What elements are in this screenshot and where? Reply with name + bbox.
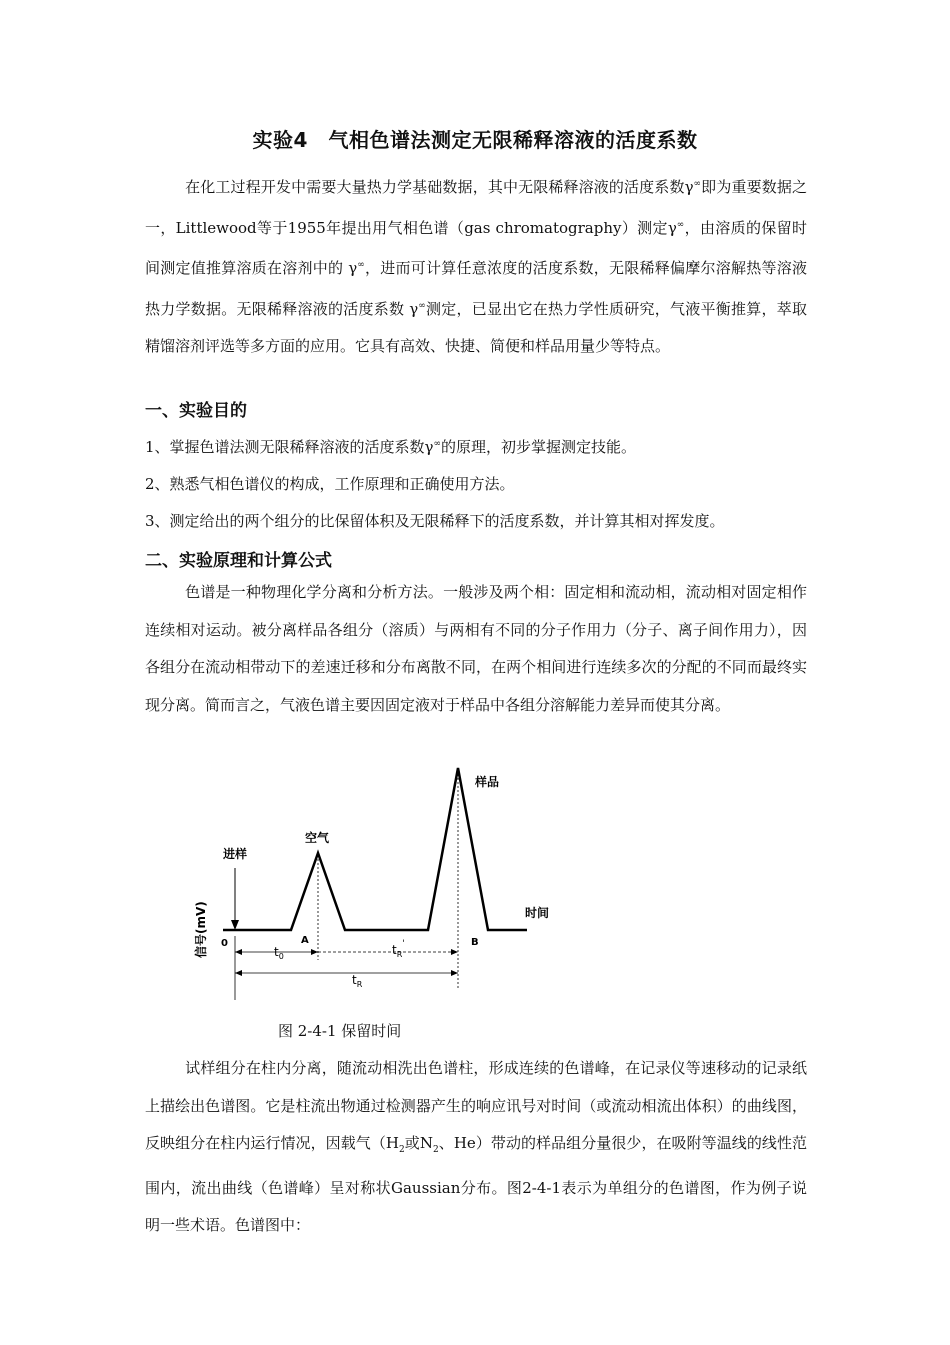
intro-text-5: 测定，已显出它在热力学性质研究，气液平衡推算，萃取精馏溶剂评选等多方面的应用。它具有高效、快捷、简便和样品用量少等特点。	[145, 299, 807, 355]
intro-text-3: ，由溶质的保留时间测定值推算溶质在溶剂中的 γ	[145, 218, 807, 277]
label-t0: $t_0$	[274, 945, 284, 961]
infinity-superscript: ∞	[357, 260, 365, 270]
figure-caption: 图 2-4-1 保留时间	[278, 1022, 402, 1040]
chromatogram-figure	[185, 760, 565, 1010]
label-b: B	[471, 937, 479, 948]
label-inject: 进样	[223, 847, 248, 861]
label-a: A	[301, 935, 309, 946]
infinity-superscript: ∞	[693, 179, 702, 189]
section-heading-principle: 二、实验原理和计算公式	[145, 551, 332, 571]
label-time: 时间	[525, 906, 550, 920]
intro-paragraph	[145, 166, 807, 366]
chromatogram-paragraph: 试样组分在柱内分离，随流动相洗出色谱柱，形成连续的色谱峰，在记录仪等速移动的记录纸上描绘出色谱图。它是柱流出物通过检测器产生的响应讯号对时间（或流动相流出体积）的曲线图，反映组分在柱内运行情况，因载气（$H_2$或$N_2$、He）带动的样品组分量很少，在吸附等温线的线性范围内，流出曲线（色谱峰）呈对称状Gaussian分布。图2-4-1表示为单组分的色谱图，作为例子说明一些术语。色谱图中：	[145, 1059, 807, 1234]
label-tr: $t_R$	[352, 973, 363, 989]
objective-item-2: 2、熟悉气相色谱仪的构成，工作原理和正确使用方法。	[145, 475, 515, 493]
infinity-superscript: ∞	[418, 300, 426, 311]
intro-text-1: 在化工过程开发中需要大量热力学基础数据，其中无限稀释溶液的活度系数γ	[185, 178, 694, 196]
label-sample: 样品	[475, 775, 500, 789]
label-air: 空气	[305, 831, 330, 845]
chromatogram-curve	[223, 768, 527, 930]
label-signal: 信号(mV)	[194, 901, 208, 958]
section-heading-objectives: 一、实验目的	[145, 401, 247, 421]
intro-text-2: 即为重要数据之一，Littlewood等于1955年提出用气相色谱（gas chromatography）测定γ	[145, 178, 807, 237]
intro-text-4: ，进而可计算任意浓度的活度系数，无限稀释偏摩尔溶解热等溶液热力学数据。无限稀释溶液的活度系数 γ	[145, 259, 807, 318]
label-origin: 0	[221, 938, 228, 949]
page-title: 实验4 气相色谱法测定无限稀释溶液的活度系数	[252, 128, 698, 152]
principle-paragraph: 色谱是一种物理化学分离和分析方法。一般涉及两个相：固定相和流动相，流动相对固定相作连续相对运动。被分离样品各组分（溶质）与两相有不同的分子作用力（分子、离子间作用力），因各组分在流动相带动下的差速迁移和分布离散不同，在两个相间进行连续多次的分配的不同而最终实现分离。简而言之，气液色谱主要因固定液对于样品中各组分溶解能力差异而使其分离。	[145, 583, 807, 714]
objective-item-1: 1、掌握色谱法测无限稀释溶液的活度系数γ∞的原理，初步掌握测定技能。	[145, 438, 637, 456]
infinity-superscript: ∞	[433, 439, 442, 449]
infinity-superscript: ∞	[676, 219, 685, 230]
objective-item-3: 3、测定给出的两个组分的比保留体积及无限稀释下的活度系数，并计算其相对挥发度。	[145, 512, 725, 530]
injection-arrowhead	[231, 920, 239, 930]
label-tr-prime: $t_R'$	[392, 939, 405, 959]
